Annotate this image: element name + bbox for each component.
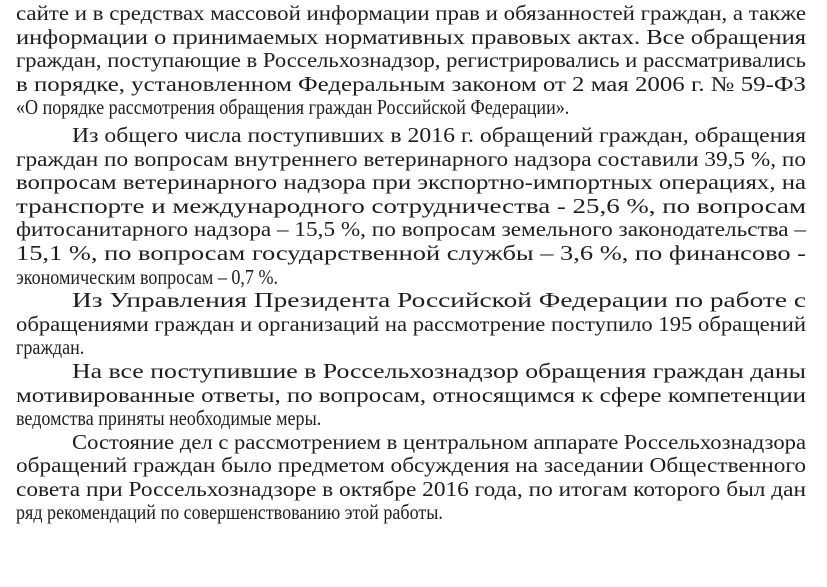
text-line: На все поступившие в Россельхознадзор обращения граждан даны <box>72 358 806 383</box>
text-line: граждан. <box>16 335 85 360</box>
text-line: граждан, поступающие в Россельхознадзор, регистрировались и рассматривались <box>16 48 806 73</box>
text-line: Состояние дел с рассмотрением в центральном аппарате Россельхознадзора <box>72 429 806 454</box>
paragraph-statistics <box>16 124 806 289</box>
text-line: экономическим вопросам – 0,7 %. <box>16 264 279 289</box>
paragraph-presidential-administration <box>16 289 806 360</box>
text-line: 15,1 %, по вопросам государственной службы – 3,6 %, по финансово - <box>16 240 806 265</box>
text-line: Из общего числа поступивших в 2016 г. обращений граждан, обращения <box>72 122 806 147</box>
text-line: обращениями граждан и организаций на рассмотрение поступило 195 обращений <box>16 311 806 336</box>
text-line: совета при Россельхознадзоре в октябре 2016 года, по итогам которого был дан <box>16 476 806 501</box>
text-line: ряд рекомендаций по совершенствованию этой работы. <box>16 500 443 525</box>
paragraph-public-council <box>16 431 806 525</box>
text-line: обращений граждан было предметом обсуждения на заседании Общественного <box>16 453 807 478</box>
text-line: сайте и в средствах массовой информации прав и обязанностей граждан, а также <box>16 1 806 25</box>
text-line: фитосанитарного надзора – 15,5 %, по вопросам земельного законодательства – <box>16 217 806 242</box>
text-line: Из Управления Президента Российской Федерации по работе с <box>72 288 807 313</box>
text-line: информации о принимаемых нормативных правовых актах. Все обращения <box>16 24 806 49</box>
text-line: «О порядке рассмотрения обращения граждан Российской Федерации». <box>16 95 570 120</box>
text-line: транспорте и международного сотрудничества - 25,6 %, по вопросам <box>16 193 806 218</box>
document-page <box>16 2 806 525</box>
text-line: мотивированные ответы, по вопросам, относящимся к сфере компетенции <box>16 382 806 407</box>
text-line: ведомства приняты необходимые меры. <box>16 406 322 431</box>
paragraph-intro-continuation <box>16 2 806 120</box>
paragraph-responses <box>16 360 806 431</box>
text-line: вопросам ветеринарного надзора при экспортно-импортных операциях, на <box>16 170 806 195</box>
text-line: в порядке, установленном Федеральным законом от 2 мая 2006 г. № 59-ФЗ <box>16 71 806 96</box>
text-line: граждан по вопросам внутреннего ветеринарного надзора составили 39,5 %, по <box>16 146 806 171</box>
